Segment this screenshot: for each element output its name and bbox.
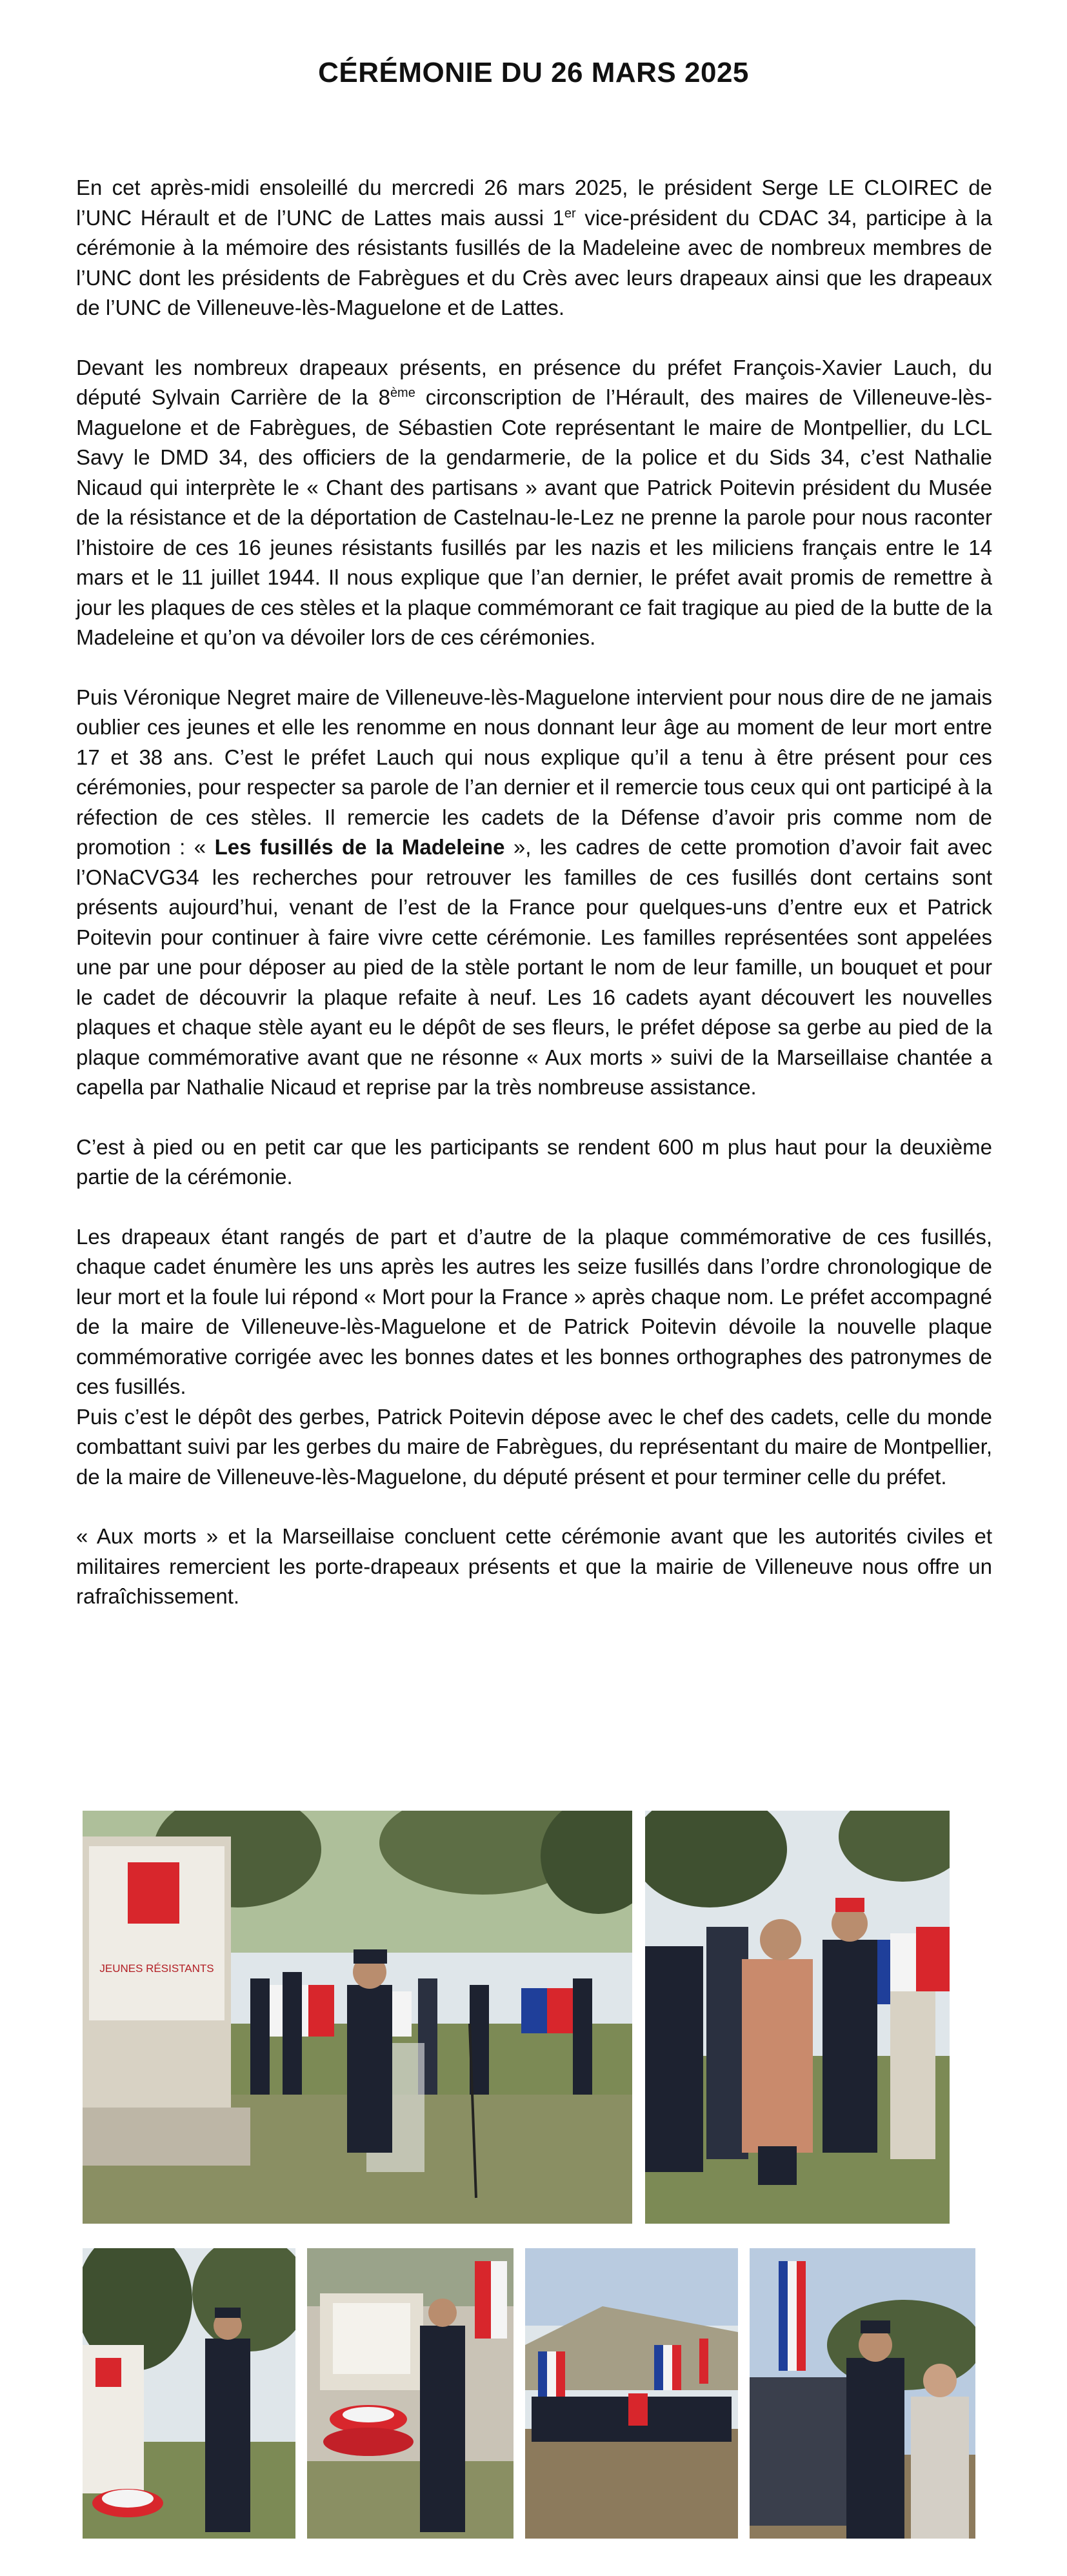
paragraph-1	[76, 173, 992, 323]
paragraph-2-text-a: Devant les nombreux drapeaux présents, en présence du préfet François-Xavier Lauch, du député Sylvain Carrière de la 8	[76, 355, 992, 409]
ordinal-superscript: ème	[390, 386, 415, 400]
promotion-name: Les fusillés de la Madeleine	[214, 835, 505, 859]
paragraph-3-text-a: Puis Véronique Negret maire de Villeneuve-lès-Maguelone intervient pour nous dire de ne jamais oublier ces jeunes et elle les renomme en nous donnant leur âge au moment de leur mort entre 17 et 38 ans. C’est le préfet Lauch qui nous explique qu’il a tenu à être présent pour ces cérémonies, pour respecter sa parole de l’an dernier et il remercie tous ceux qui ont participé à la réfection de ces stèles. Il remercie les cadets de la Défense d’avoir pris comme nom de promotion : «	[76, 685, 992, 859]
photo-crowd-flags	[525, 2248, 738, 2539]
paragraph-2-text-b: circonscription de l’Hérault, des maires de Villeneuve-lès- Maguelone et de Fabrègues, de Sébastien Cote représentant le maire de Montpellier, du LCL Savy le DMD 34, des officiers de la gendarmerie, de la police et du Sids 34, c’est Nathalie Nicaud qui interprète le « Chant des partisans » avant que Patrick Poitevin président du Musée de la résistance et de la déportation de Castelnau-le-Lez ne prenne la parole pour nous raconter l’histoire de ces 16 jeunes résistants fusillés par les nazis et les miliciens français entre le 14 mars et le 11 juillet 1944. Il nous explique que l’an dernier, le préfet avait promis de remettre à jour les plaques de ces stèles et la plaque commémorant ce fait tragique au pied de la butte de la Madeleine et qu’on va dévoiler lors de ces cérémonies.	[76, 385, 992, 649]
paragraph-1-text-a: En cet après-midi ensoleillé du mercredi 26 mars 2025, le président Serge LE CLOIREC de l’UNC Hérault et de l’UNC de Lattes mais aussi 1	[76, 176, 992, 230]
paragraph-7: « Aux morts » et la Marseillaise concluent cette cérémonie avant que les autorités civiles et militaires remercient les porte-drapeaux présents et que la mairie de Villeneuve nous offre un rafraîchissement.	[76, 1524, 992, 1608]
paragraph-6: Puis c’est le dépôt des gerbes, Patrick Poitevin dépose avec le chef des cadets, celle du monde combattant suivi par les gerbes du maire de Fabrègues, du représentant du maire de Montpellier, de la maire de Villeneuve-lès-Maguelone, du député présent et pour terminer celle du préfet.	[76, 1404, 992, 1489]
stele-plaque-text: JEUNES RÉSISTANTS	[99, 1962, 214, 1975]
paragraph-3	[76, 683, 992, 1103]
photo-wreath-stele	[83, 2248, 295, 2539]
photo-stele-unveiling	[645, 1811, 950, 2224]
page-title: CÉRÉMONIE DU 26 MARS 2025	[318, 57, 749, 88]
paragraph-5: Les drapeaux étant rangés de part et d’autre de la plaque commémorative de ces fusillés, chaque cadet énumère les uns après les autres les seize fusillés dans l’ordre chronologique de leur mort et la foule lui répond « Mort pour la France » après chaque nom. Le préfet accompagné de la maire de Villeneuve-lès-Maguelone et de Patrick Poitevin dévoile la nouvelle plaque commémorative corrigée avec les bonnes dates et les bonnes orthographes des patronymes de ces fusillés.	[76, 1224, 992, 1398]
paragraph-3-text-b: », les cadres de cette promotion d’avoir fait avec l’ONaCVG34 les recherches pour retrouver les familles de ces fusillés dont certains sont présents aujourd’hui, venant de l’est de la France pour quelques-uns d’entre eux et Patrick Poitevin pour continuer à faire vivre cette cérémonie. Les familles représentées sont appelées une par une pour déposer au pied de la stèle portant le nom de leur famille, un bouquet et pour le cadet de découvrir la plaque refaite à neuf. Les 16 cadets ayant découvert les nouvelles plaques et chaque stèle ayant eu le dépôt de ses fleurs, le préfet dépose sa gerbe au pied de la plaque commémorative avant que ne résonne « Aux morts » suivi de la Marseillaise chantée a capella par Nathalie Nicaud et reprise par la très nombreuse assistance.	[76, 835, 993, 1099]
paragraph-1-text-b: vice-président du CDAC 34, participe à la cérémonie à la mémoire des résistants fusillés de la Madeleine avec de nombreux membres de l’UNC dont les présidents de Fabrègues et du Crès avec leurs drapeaux ainsi que les drapeaux de l’UNC de Villeneuve-lès-Maguelone et de Lattes.	[76, 205, 993, 319]
ordinal-superscript: er	[564, 206, 576, 221]
photo-prefect-speech	[83, 1811, 632, 2224]
photo-officials-line	[750, 2248, 975, 2539]
article-body	[76, 173, 992, 1642]
paragraph-4: C’est à pied ou en petit car que les participants se rendent 600 m plus haut pour la deuxième partie de la cérémonie.	[76, 1134, 992, 1189]
photo-plaque-wreaths	[307, 2248, 514, 2539]
paragraph-2	[76, 353, 992, 653]
